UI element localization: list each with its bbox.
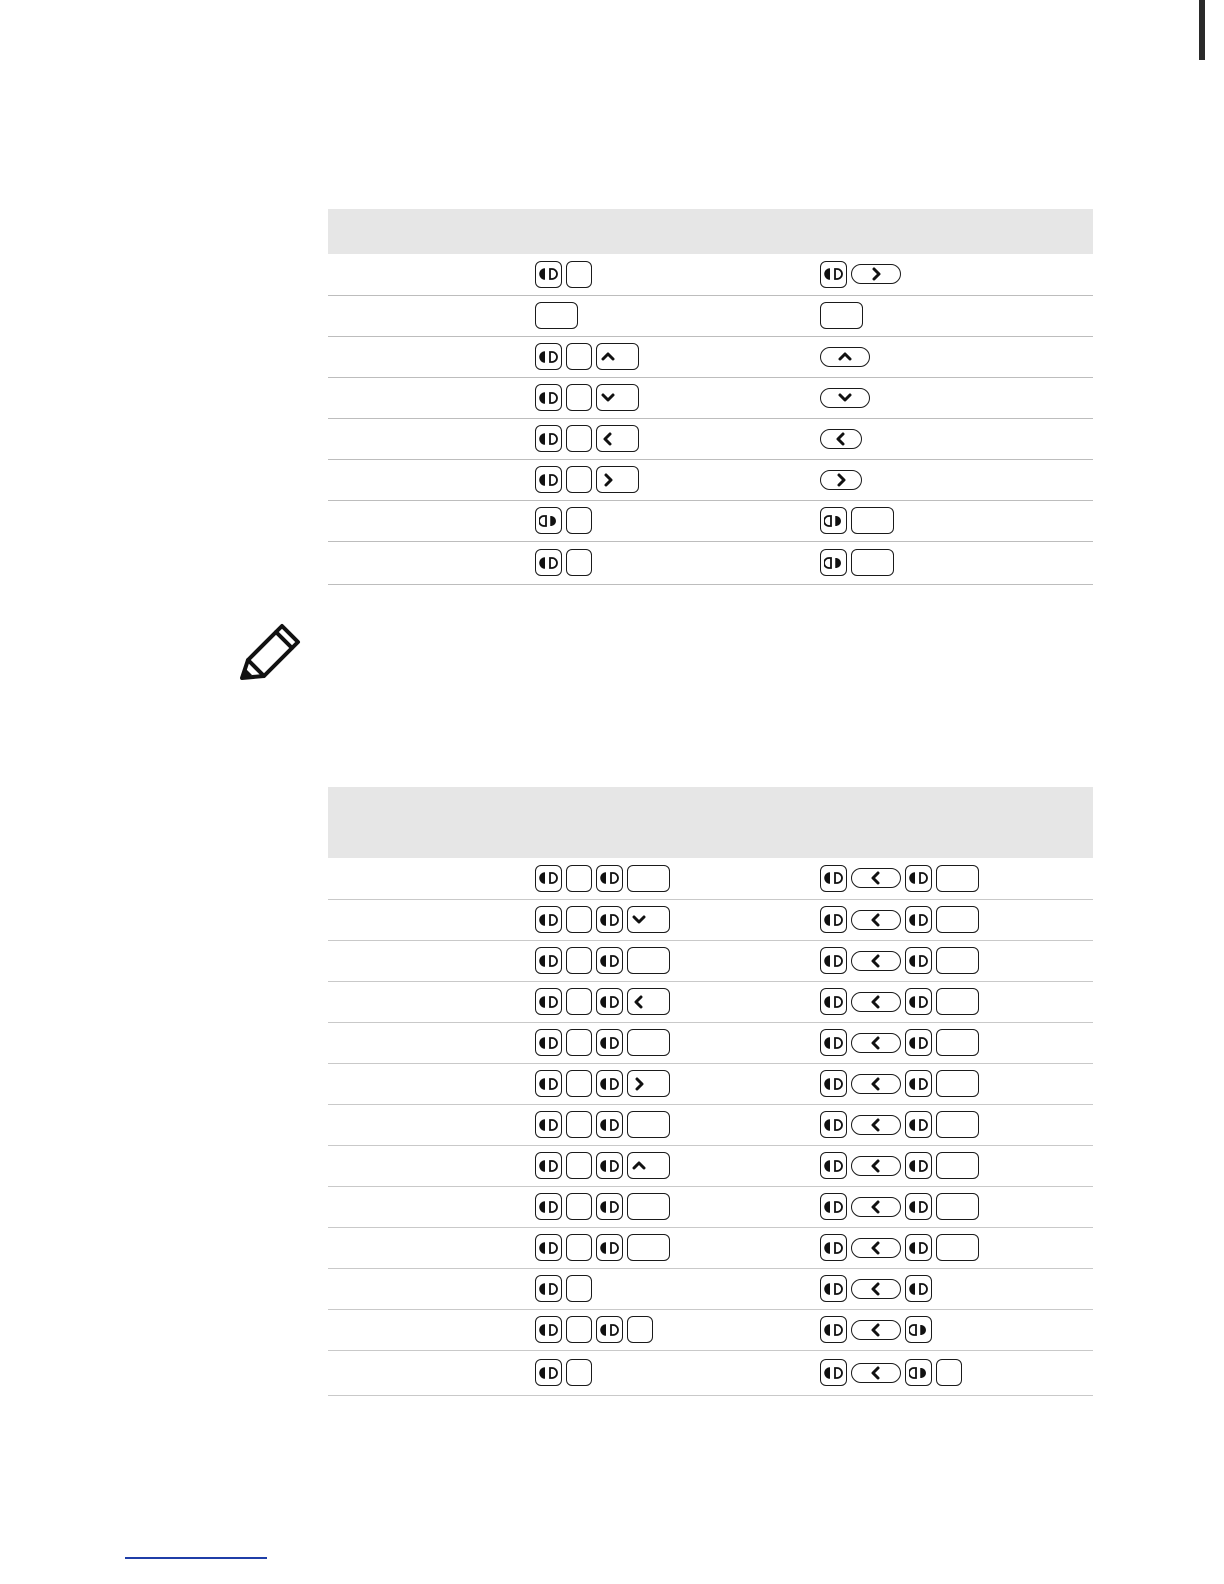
left-arrow-key — [851, 1033, 901, 1053]
left-arrow-key — [851, 868, 901, 888]
blank-key — [566, 261, 592, 288]
table-row — [328, 858, 1093, 899]
orange-key-icon — [596, 1316, 623, 1343]
green-key-icon — [905, 1359, 932, 1386]
key-sequence — [820, 987, 1093, 1017]
right-arrow-key — [627, 1070, 670, 1097]
orange-key-icon — [905, 1070, 932, 1097]
left-arrow-key — [627, 988, 670, 1015]
orange-key-icon — [905, 988, 932, 1015]
function-cell — [328, 1227, 526, 1268]
orange-key-icon — [905, 1152, 932, 1179]
key-sequence-cell — [526, 940, 811, 981]
key-sequence — [535, 1315, 811, 1345]
orange-key-icon — [535, 549, 562, 576]
orange-key-icon — [535, 1193, 562, 1220]
orange-key-icon — [596, 906, 623, 933]
key-sequence — [820, 506, 1093, 536]
blank-key — [936, 1070, 979, 1097]
table-header-row — [328, 787, 1093, 858]
table-row — [328, 295, 1093, 336]
alt-key-sequence-cell — [811, 981, 1093, 1022]
orange-key-icon — [535, 865, 562, 892]
alt-key-sequence-cell — [811, 1186, 1093, 1227]
orange-key-icon — [535, 1029, 562, 1056]
blank-key — [566, 947, 592, 974]
alt-key-sequence-cell — [811, 899, 1093, 940]
orange-key-icon — [535, 466, 562, 493]
function-cell — [328, 1145, 526, 1186]
key-sequence — [535, 548, 811, 578]
orange-key-icon — [596, 1029, 623, 1056]
orange-key-icon — [820, 1152, 847, 1179]
blank-key — [627, 1111, 670, 1138]
key-sequence — [535, 424, 811, 454]
key-sequence — [535, 301, 811, 331]
down-arrow-key — [596, 384, 639, 411]
left-arrow-key — [851, 1238, 901, 1258]
left-arrow-key — [851, 1156, 901, 1176]
green-key-icon — [905, 1316, 932, 1343]
alt-key-sequence-cell — [811, 418, 1093, 459]
blank-key — [851, 507, 894, 534]
alt-key-sequence-cell — [811, 336, 1093, 377]
key-sequence — [820, 1315, 1093, 1345]
orange-key-icon — [535, 343, 562, 370]
left-arrow-key — [851, 1197, 901, 1217]
table-row — [328, 336, 1093, 377]
key-sequence — [820, 301, 1093, 331]
key-sequence-cell — [526, 858, 811, 899]
function-cell — [328, 1309, 526, 1350]
function-cell — [328, 1268, 526, 1309]
header-cell — [811, 209, 1093, 254]
key-sequence — [820, 548, 1093, 578]
key-sequence — [820, 1069, 1093, 1099]
table-row — [328, 418, 1093, 459]
up-arrow-key — [820, 347, 870, 367]
orange-key-icon — [905, 906, 932, 933]
function-cell — [328, 295, 526, 336]
table-header-row — [328, 209, 1093, 254]
up-arrow-key — [627, 1152, 670, 1179]
blank-key — [936, 906, 979, 933]
left-arrow-key — [851, 951, 901, 971]
key-sequence — [535, 946, 811, 976]
key-sequence-cell — [526, 500, 811, 541]
orange-key-icon — [535, 906, 562, 933]
key-sequence-cell — [526, 981, 811, 1022]
left-arrow-key — [851, 1074, 901, 1094]
orange-key-icon — [535, 425, 562, 452]
blank-key — [851, 549, 894, 576]
key-sequence — [820, 946, 1093, 976]
function-cell — [328, 899, 526, 940]
key-sequence — [535, 342, 811, 372]
alt-key-sequence-cell — [811, 500, 1093, 541]
key-sequence — [535, 383, 811, 413]
blank-key — [566, 1316, 592, 1343]
blank-key — [566, 549, 592, 576]
key-sequence — [820, 905, 1093, 935]
key-sequence-cell — [526, 541, 811, 584]
left-arrow-key — [851, 1115, 901, 1135]
header-cell — [811, 787, 1093, 858]
alt-key-sequence-cell — [811, 1268, 1093, 1309]
orange-key-icon — [596, 947, 623, 974]
key-sequence — [820, 1110, 1093, 1140]
key-sequence-cell — [526, 254, 811, 295]
blank-key — [936, 947, 979, 974]
blank-key — [936, 1193, 979, 1220]
key-sequence — [820, 259, 1093, 289]
function-cell — [328, 1350, 526, 1395]
alt-key-sequence-cell — [811, 541, 1093, 584]
orange-key-icon — [905, 1234, 932, 1261]
alt-key-sequence-cell — [811, 1350, 1093, 1395]
key-sequence-cell — [526, 1309, 811, 1350]
green-key-icon — [820, 507, 847, 534]
orange-key-icon — [905, 1193, 932, 1220]
function-cell — [328, 858, 526, 899]
orange-key-icon — [535, 384, 562, 411]
orange-key-icon — [535, 1234, 562, 1261]
alt-key-sequence-cell — [811, 858, 1093, 899]
blank-key — [566, 425, 592, 452]
table-row — [328, 541, 1093, 584]
alt-key-sequence-cell — [811, 1022, 1093, 1063]
blank-key — [566, 1152, 592, 1179]
left-arrow-key — [851, 910, 901, 930]
blank-key — [820, 302, 863, 329]
orange-key-icon — [535, 1111, 562, 1138]
function-cell — [328, 418, 526, 459]
right-arrow-key — [820, 470, 862, 490]
table-row — [328, 1309, 1093, 1350]
table-row — [328, 1227, 1093, 1268]
left-arrow-key — [851, 1363, 901, 1383]
blank-key — [566, 507, 592, 534]
table-row — [328, 1145, 1093, 1186]
blank-key — [566, 1359, 592, 1386]
blank-key — [566, 466, 592, 493]
key-sequence — [820, 465, 1093, 495]
orange-key-icon — [535, 1275, 562, 1302]
table-row — [328, 254, 1093, 295]
key-sequence-cell — [526, 459, 811, 500]
orange-key-icon — [820, 1359, 847, 1386]
left-arrow-key — [851, 1320, 901, 1340]
blank-key — [566, 865, 592, 892]
key-sequence — [820, 1274, 1093, 1304]
blank-key — [566, 1275, 592, 1302]
key-sequence-cell — [526, 1350, 811, 1395]
alt-key-sequence-cell — [811, 1145, 1093, 1186]
orange-key-icon — [596, 1070, 623, 1097]
key-sequence — [535, 1233, 811, 1263]
left-arrow-key — [851, 992, 901, 1012]
table-row — [328, 459, 1093, 500]
function-cell — [328, 377, 526, 418]
right-arrow-key — [851, 264, 901, 284]
key-sequence — [820, 1028, 1093, 1058]
key-sequence — [535, 863, 811, 893]
blank-key — [566, 988, 592, 1015]
key-sequence — [535, 1192, 811, 1222]
key-sequence — [820, 1233, 1093, 1263]
pencil-icon — [236, 620, 304, 682]
orange-key-icon — [820, 1275, 847, 1302]
key-sequence — [820, 1151, 1093, 1181]
right-arrow-key — [596, 466, 639, 493]
left-arrow-key — [820, 429, 862, 449]
table-row — [328, 1063, 1093, 1104]
key-sequence — [535, 1110, 811, 1140]
table-row — [328, 940, 1093, 981]
orange-key-icon — [820, 1234, 847, 1261]
header-cell — [328, 787, 526, 858]
orange-key-icon — [820, 1193, 847, 1220]
key-sequence — [535, 465, 811, 495]
alt-key-sequence-cell — [811, 377, 1093, 418]
orange-key-icon — [535, 1152, 562, 1179]
green-key-icon — [820, 549, 847, 576]
blank-key — [566, 1029, 592, 1056]
orange-key-icon — [596, 1234, 623, 1261]
down-arrow-key — [627, 906, 670, 933]
alt-key-sequence-cell — [811, 1104, 1093, 1145]
orange-key-icon — [535, 947, 562, 974]
key-sequence — [535, 1028, 811, 1058]
orange-key-icon — [820, 906, 847, 933]
orange-key-icon — [820, 1111, 847, 1138]
table-row — [328, 1022, 1093, 1063]
orange-key-icon — [596, 865, 623, 892]
key-sequence — [535, 1151, 811, 1181]
orange-key-icon — [596, 988, 623, 1015]
blank-key — [566, 1111, 592, 1138]
key-sequence-cell — [526, 418, 811, 459]
key-sequence — [535, 905, 811, 935]
blank-key — [566, 906, 592, 933]
orange-key-icon — [905, 1275, 932, 1302]
blank-key — [535, 302, 578, 329]
key-sequence-cell — [526, 1186, 811, 1227]
alt-key-sequence-cell — [811, 295, 1093, 336]
function-cell — [328, 254, 526, 295]
function-cell — [328, 1104, 526, 1145]
alt-key-sequence-cell — [811, 254, 1093, 295]
orange-key-icon — [535, 988, 562, 1015]
key-sequence — [820, 424, 1093, 454]
header-cell — [526, 787, 811, 858]
key-sequence-cell — [526, 1227, 811, 1268]
function-cell — [328, 1063, 526, 1104]
table-row — [328, 1268, 1093, 1309]
function-cell — [328, 940, 526, 981]
table-row — [328, 1104, 1093, 1145]
key-sequence — [535, 1274, 811, 1304]
blank-key — [627, 947, 670, 974]
blank-key — [627, 1316, 653, 1343]
blank-key — [627, 1193, 670, 1220]
blank-key — [627, 865, 670, 892]
orange-key-icon — [905, 1029, 932, 1056]
alt-key-sequence-cell — [811, 1309, 1093, 1350]
orange-key-icon — [905, 1111, 932, 1138]
blank-key — [936, 865, 979, 892]
orange-key-icon — [535, 1070, 562, 1097]
orange-key-icon — [535, 1316, 562, 1343]
blank-key — [627, 1029, 670, 1056]
table-row — [328, 1350, 1093, 1395]
green-key-icon — [535, 507, 562, 534]
table-row — [328, 377, 1093, 418]
orange-key-icon — [596, 1111, 623, 1138]
function-cell — [328, 336, 526, 377]
orange-key-icon — [820, 1316, 847, 1343]
footer-link-underline — [125, 1557, 267, 1559]
orange-key-icon — [905, 865, 932, 892]
blank-key — [566, 384, 592, 411]
table-row — [328, 500, 1093, 541]
orange-key-icon — [596, 1193, 623, 1220]
alt-key-sequence-cell — [811, 1063, 1093, 1104]
blank-key — [936, 1359, 962, 1386]
key-sequence — [820, 863, 1093, 893]
orange-key-icon — [905, 947, 932, 974]
key-sequence — [820, 342, 1093, 372]
function-cell — [328, 1186, 526, 1227]
key-sequence-cell — [526, 1063, 811, 1104]
left-arrow-key — [851, 1279, 901, 1299]
function-cell — [328, 500, 526, 541]
key-sequence-cell — [526, 1268, 811, 1309]
alt-key-sequence-cell — [811, 1227, 1093, 1268]
orange-key-icon — [535, 1359, 562, 1386]
table-row — [328, 981, 1093, 1022]
table-row — [328, 899, 1093, 940]
key-sequence-cell — [526, 1022, 811, 1063]
blank-key — [936, 1029, 979, 1056]
orange-key-icon — [820, 865, 847, 892]
down-arrow-key — [820, 388, 870, 408]
key-sequence — [535, 987, 811, 1017]
blank-key — [566, 1234, 592, 1261]
orange-key-icon — [535, 261, 562, 288]
orange-key-icon — [820, 1029, 847, 1056]
function-cell — [328, 541, 526, 584]
blank-key — [936, 1152, 979, 1179]
key-sequence — [535, 506, 811, 536]
key-sequence — [535, 1358, 811, 1388]
key-sequence — [535, 1069, 811, 1099]
key-sequence-cell — [526, 295, 811, 336]
orange-key-icon — [820, 1070, 847, 1097]
key-sequence-cell — [526, 899, 811, 940]
blank-key — [936, 1111, 979, 1138]
function-cell — [328, 981, 526, 1022]
orange-key-icon — [820, 947, 847, 974]
key-sequence-cell — [526, 336, 811, 377]
up-arrow-key — [596, 343, 639, 370]
function-cell — [328, 1022, 526, 1063]
blank-key — [566, 1070, 592, 1097]
page-edge-tab — [1199, 0, 1205, 60]
key-sequence — [535, 259, 811, 289]
blank-key — [936, 1234, 979, 1261]
key-sequence — [820, 1192, 1093, 1222]
header-cell — [526, 209, 811, 254]
key-sequence — [820, 1358, 1093, 1388]
orange-key-icon — [820, 261, 847, 288]
header-cell — [328, 209, 526, 254]
key-sequence-cell — [526, 1104, 811, 1145]
alt-key-sequence-cell — [811, 459, 1093, 500]
key-sequence-table-2 — [328, 787, 1093, 1396]
table-row — [328, 1186, 1093, 1227]
blank-key — [566, 343, 592, 370]
blank-key — [627, 1234, 670, 1261]
key-sequence-cell — [526, 377, 811, 418]
left-arrow-key — [596, 425, 639, 452]
orange-key-icon — [820, 988, 847, 1015]
key-sequence — [820, 383, 1093, 413]
key-sequence-table-1 — [328, 209, 1093, 585]
orange-key-icon — [596, 1152, 623, 1179]
function-cell — [328, 459, 526, 500]
blank-key — [936, 988, 979, 1015]
blank-key — [566, 1193, 592, 1220]
alt-key-sequence-cell — [811, 940, 1093, 981]
key-sequence-cell — [526, 1145, 811, 1186]
